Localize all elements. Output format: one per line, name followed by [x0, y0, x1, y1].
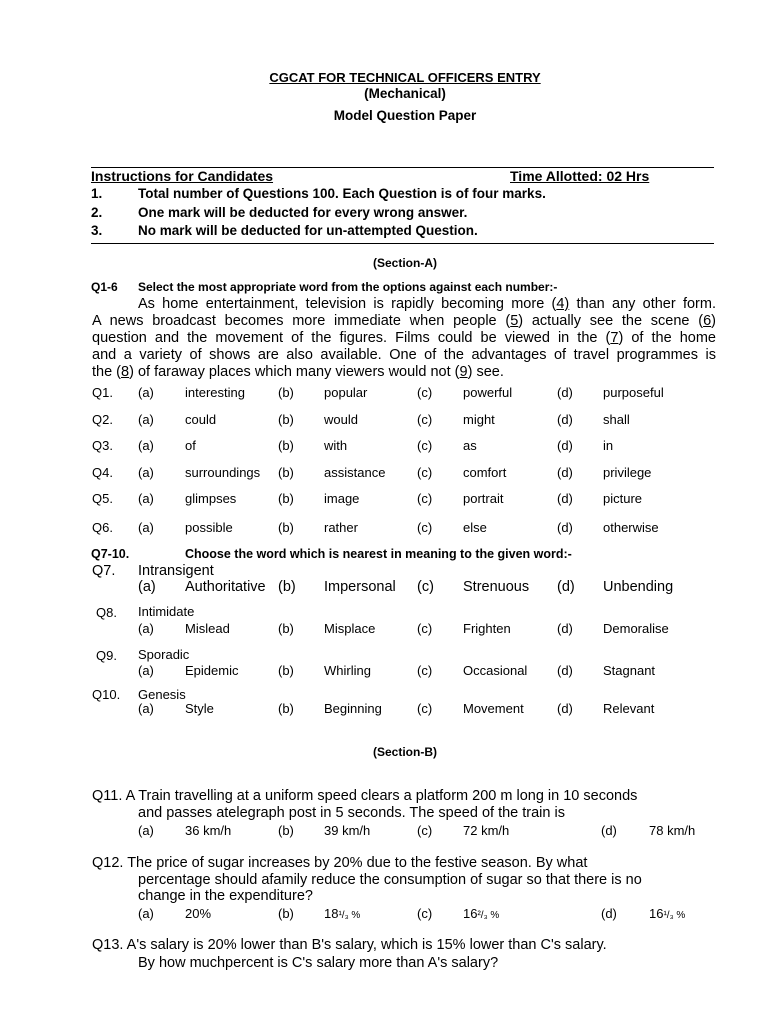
question-word: Genesis — [138, 687, 186, 702]
option-c: might — [463, 412, 495, 427]
option-label-a: (a) — [138, 701, 154, 716]
option-label-d: (d) — [557, 412, 573, 427]
option-b: with — [324, 438, 348, 453]
option-d: Unbending — [603, 579, 674, 595]
instruction-num-3: 3. — [91, 223, 103, 238]
option-c: as — [463, 438, 477, 453]
option-label-d: (d) — [557, 579, 575, 595]
paper-title: Model Question Paper — [333, 108, 477, 123]
option-label-b: (b) — [278, 520, 294, 535]
option-b: Whirling — [324, 663, 371, 678]
option-label-a: (a) — [138, 438, 154, 453]
option-a: 20% — [185, 906, 212, 921]
question-line: percentage should afamily reduce the consumption of sugar so that there is no — [138, 872, 642, 888]
instruction-text-3: No mark will be deducted for un-attempted Question. — [138, 223, 478, 238]
option-c: comfort — [463, 465, 507, 480]
option-a: Style — [185, 701, 214, 716]
option-d: purposeful — [603, 385, 664, 400]
option-label-a: (a) — [138, 663, 154, 678]
option-d: shall — [603, 412, 630, 427]
option-label-c: (c) — [417, 412, 433, 427]
question-word: Sporadic — [138, 647, 190, 662]
option-label-a: (a) — [138, 412, 154, 427]
question-number: Q6. — [92, 520, 113, 535]
option-label-d: (d) — [557, 520, 573, 535]
option-d: picture — [603, 491, 643, 506]
question-number: Q7. — [92, 563, 116, 579]
option-label-c: (c) — [417, 906, 433, 921]
question-number: Q3. — [92, 438, 113, 453]
option-d: Relevant — [603, 701, 655, 716]
option-label-c: (c) — [417, 621, 433, 636]
option-label-d: (d) — [557, 621, 573, 636]
option-a: Mislead — [185, 621, 230, 636]
option-label-c: (c) — [417, 823, 433, 838]
option-c: else — [463, 520, 487, 535]
option-label-c: (c) — [417, 491, 433, 506]
question-number: Q10. — [92, 687, 121, 702]
option-a: Epidemic — [185, 663, 239, 678]
exam-subtitle: (Mechanical) — [364, 86, 446, 101]
option-b: Impersonal — [324, 579, 396, 595]
option-b: 39 km/h — [324, 823, 371, 838]
option-c: Strenuous — [463, 579, 530, 595]
question-line: change in the expenditure? — [138, 888, 313, 904]
option-label-a: (a) — [138, 906, 154, 921]
option-a: of — [185, 438, 196, 453]
option-b: rather — [324, 520, 358, 535]
option-label-d: (d) — [557, 385, 573, 400]
option-b: assistance — [324, 465, 386, 480]
option-label-a: (a) — [138, 621, 154, 636]
question-number: Q4. — [92, 465, 113, 480]
question-line: By how muchpercent is C's salary more than A's salary? — [138, 955, 499, 971]
option-label-c: (c) — [417, 701, 433, 716]
option-label-c: (c) — [417, 520, 433, 535]
option-d: otherwise — [603, 520, 659, 535]
question-word: Intransigent — [138, 563, 214, 579]
passage-line: A news broadcast becomes more immediate when people (5) actually see the scene (6) — [92, 313, 717, 329]
option-c: powerful — [463, 385, 513, 400]
option-label-b: (b) — [278, 491, 294, 506]
option-label-a: (a) — [138, 465, 154, 480]
option-label-c: (c) — [417, 579, 434, 595]
question-number: Q9. — [96, 648, 117, 663]
option-label-a: (a) — [138, 385, 154, 400]
instructions-heading: Instructions for Candidates — [91, 168, 274, 184]
section-a-label: (Section-A) — [373, 256, 437, 270]
option-c: Movement — [463, 701, 524, 716]
passage-line: and a variety of shows are also available. One of the advantages of travel programmes is — [92, 347, 716, 363]
option-d: 78 km/h — [649, 823, 696, 838]
option-label-d: (d) — [557, 663, 573, 678]
option-b: 18¹/₃ % — [324, 906, 361, 921]
option-a: could — [185, 412, 217, 427]
option-b: Beginning — [324, 701, 382, 716]
instruction-num-2: 2. — [91, 205, 103, 220]
passage-line: As home entertainment, television is rapidly becoming more (4) than any other form. — [138, 296, 716, 312]
option-b: Misplace — [324, 621, 376, 636]
passage-line: the (8) of faraway places which many viewers would not (9) see. — [92, 364, 504, 380]
option-label-b: (b) — [278, 438, 294, 453]
option-label-d: (d) — [557, 491, 573, 506]
option-c: Occasional — [463, 663, 528, 678]
option-label-c: (c) — [417, 385, 433, 400]
q1-6-number: Q1-6 — [91, 280, 118, 294]
option-label-b: (b) — [278, 412, 294, 427]
option-a: possible — [185, 520, 233, 535]
option-b: image — [324, 491, 360, 506]
option-c: portrait — [463, 491, 504, 506]
option-label-c: (c) — [417, 438, 433, 453]
option-b: would — [324, 412, 358, 427]
question-line: Q13. A's salary is 20% lower than B's salary, which is 15% lower than C's salary. — [92, 937, 607, 953]
option-d: 16¹/₃ % — [649, 906, 686, 921]
option-a: Authoritative — [185, 579, 266, 595]
option-a: glimpses — [185, 491, 237, 506]
question-line: and passes atelegraph post in 5 seconds. The speed of the train is — [138, 805, 565, 821]
question-number: Q5. — [92, 491, 113, 506]
option-d: Stagnant — [603, 663, 656, 678]
time-allotted: Time Allotted: 02 Hrs — [510, 168, 650, 184]
option-label-a: (a) — [138, 520, 154, 535]
option-label-d: (d) — [601, 823, 617, 838]
option-label-d: (d) — [557, 465, 573, 480]
question-number: Q8. — [96, 605, 117, 620]
instruction-text-1: Total number of Questions 100. Each Question is of four marks. — [138, 186, 546, 201]
option-label-a: (a) — [138, 823, 154, 838]
option-label-d: (d) — [557, 438, 573, 453]
option-b: popular — [324, 385, 368, 400]
option-label-b: (b) — [278, 663, 294, 678]
question-line: Q11. A Train travelling at a uniform speed clears a platform 200 m long in 10 seconds — [92, 788, 638, 804]
option-label-d: (d) — [557, 701, 573, 716]
option-a: 36 km/h — [185, 823, 232, 838]
instruction-num-1: 1. — [91, 186, 103, 201]
option-c: 16²/₃ % — [463, 906, 500, 921]
option-label-c: (c) — [417, 663, 433, 678]
exam-title: CGCAT FOR TECHNICAL OFFICERS ENTRY — [269, 70, 541, 85]
option-d: in — [603, 438, 614, 453]
option-a: interesting — [185, 385, 245, 400]
option-label-b: (b) — [278, 701, 294, 716]
question-line: Q12. The price of sugar increases by 20% due to the festive season. By what — [92, 855, 588, 871]
option-label-b: (b) — [278, 385, 294, 400]
question-number: Q1. — [92, 385, 113, 400]
option-label-b: (b) — [278, 906, 294, 921]
option-label-b: (b) — [278, 621, 294, 636]
option-d: privilege — [603, 465, 652, 480]
option-label-c: (c) — [417, 465, 433, 480]
question-number: Q2. — [92, 412, 113, 427]
q1-6-instruction: Select the most appropriate word from the options against each number:- — [138, 280, 558, 294]
section-b-label: (Section-B) — [373, 745, 437, 759]
option-label-d: (d) — [601, 906, 617, 921]
option-label-a: (a) — [138, 579, 156, 595]
bottom-divider — [91, 243, 714, 244]
option-label-b: (b) — [278, 823, 294, 838]
option-c: 72 km/h — [463, 823, 510, 838]
passage-line: question and the movement of the figures. Films could be viewed in the (7) of the home — [92, 330, 716, 346]
option-d: Demoralise — [603, 621, 669, 636]
question-word: Intimidate — [138, 604, 195, 619]
q7-10-instruction: Choose the word which is nearest in meaning to the given word:- — [185, 547, 572, 561]
option-label-a: (a) — [138, 491, 154, 506]
option-label-b: (b) — [278, 465, 294, 480]
option-a: surroundings — [185, 465, 261, 480]
q7-10-number: Q7-10. — [91, 547, 130, 561]
option-c: Frighten — [463, 621, 511, 636]
instruction-text-2: One mark will be deducted for every wrong answer. — [138, 205, 468, 220]
option-label-b: (b) — [278, 579, 296, 595]
